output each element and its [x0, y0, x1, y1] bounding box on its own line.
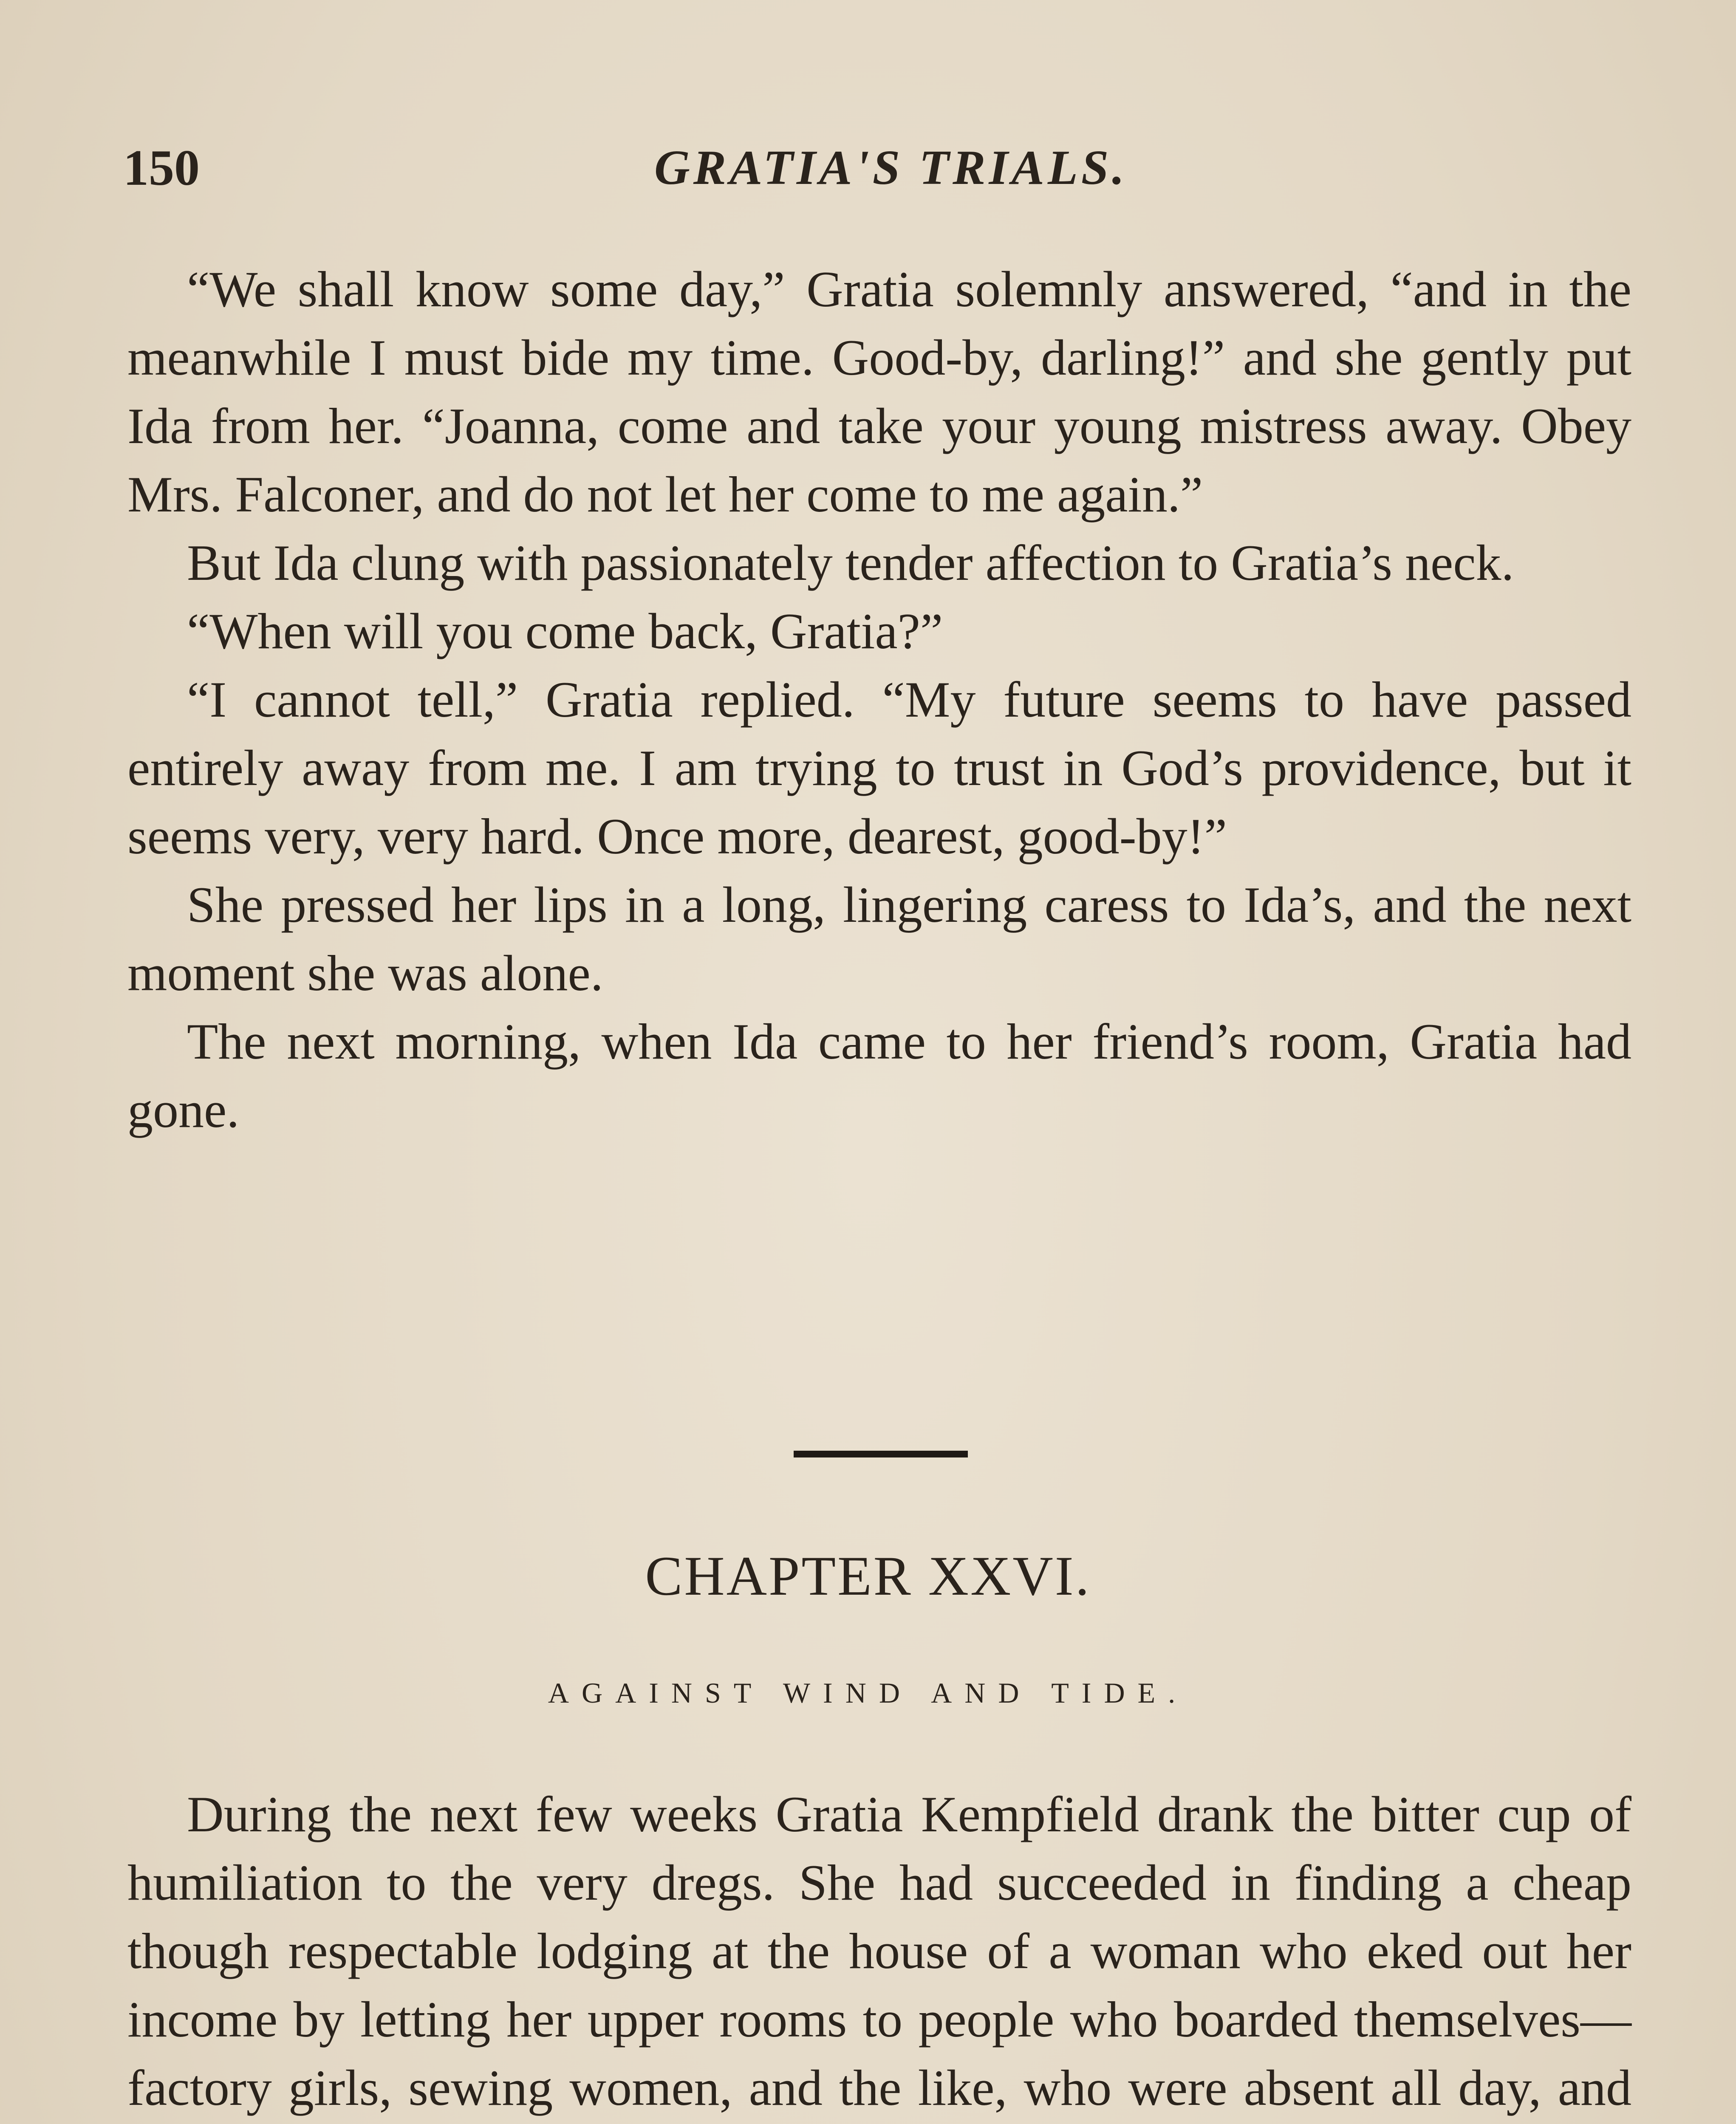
section-divider: [794, 1451, 968, 1457]
book-title: GRATIA'S TRIALS.: [654, 141, 1128, 195]
chapter-title: AGAINST WIND AND TIDE.: [548, 1677, 1188, 1709]
running-head: [123, 136, 1631, 200]
paragraph: “We shall know some day,” Gratia solemnly answered, “and in the meanwhile I must bide my time. Good-by, darling!” and she gently put Ida from her. “Joanna, come and take your young mistress away. Obey Mrs. Falconer, and do not let her come to me again.”: [127, 261, 1631, 523]
paragraph: She pressed her lips in a long, lingering caress to Ida’s, and the next moment she was alone.: [127, 876, 1631, 1001]
paragraph: “When will you come back, Gratia?”: [187, 603, 943, 659]
paragraph: But Ida clung with passionately tender affection to Gratia’s neck.: [187, 534, 1514, 591]
paragraph: During the next few weeks Gratia Kempfield drank the bitter cup of humiliation to the very dregs. She had succeeded in finding a cheap though respectable lodging at the house of a woman who eked out her income by letting her upper rooms to people who boarded themselves—factory girls, sewing women, and the like, who were absent all day, and: [127, 1786, 1631, 2116]
paragraph: “I cannot tell,” Gratia replied. “My future seems to have passed entirely away from me. I am trying to trust in God’s providence, but it seems very, very hard. Once more, dearest, good-by!”: [127, 671, 1631, 864]
text-before-chapter: [127, 255, 1631, 1144]
chapter-number: CHAPTER XXVI.: [645, 1545, 1091, 1607]
chapter-text: [127, 1780, 1631, 2124]
page-number: 150: [123, 139, 200, 196]
paragraph: The next morning, when Ida came to her friend’s room, Gratia had gone.: [127, 1013, 1631, 1138]
